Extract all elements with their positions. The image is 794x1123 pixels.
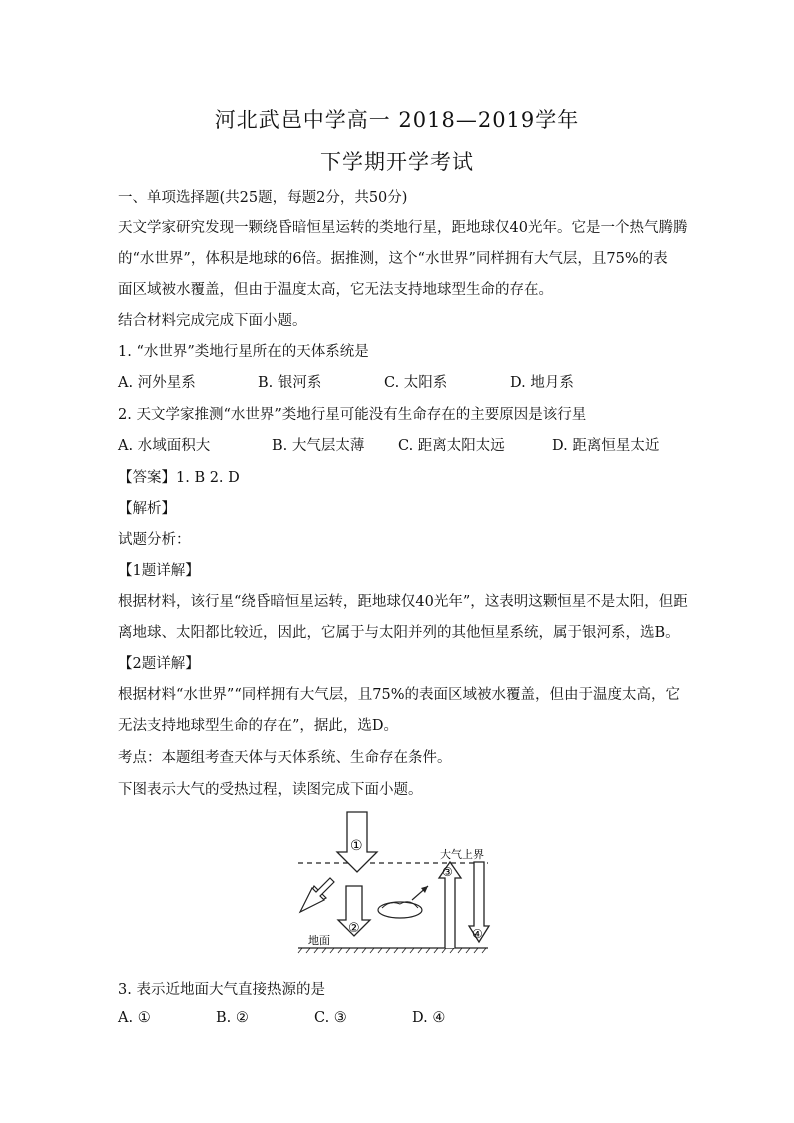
q1-option-a: A. 河外星系 [118,375,196,391]
q3-option-c: C. ③ [314,1010,347,1026]
arrow-1-label: ① [350,838,363,854]
passage-line: 的“水世界”，体积是地球的6倍。据推测，这个“水世界”同样拥有大气层，且75%的表 [118,251,668,267]
detail-1-line: 离地球、太阳都比较近，因此，它属于与太阳并列的其他恒星系统，属于银河系，选B。 [118,625,680,641]
q2-option-b: B. 大气层太薄 [272,438,365,454]
arrow-2-label: ② [348,921,360,936]
detail-1-line: 根据材料，该行星“绕昏暗恒星运转，距地球仅40光年”，这表明这颗恒星不是太阳，但距 [118,594,688,610]
answer-line: 【答案】1. B 2. D [118,470,240,486]
instruction: 下图表示大气的受热过程，读图完成下面小题。 [118,782,423,798]
question-2-stem: 2. 天文学家推测“水世界”类地行星可能没有生命存在的主要原因是该行星 [118,407,587,423]
q1-option-d: D. 地月系 [510,375,574,391]
q3-option-a: A. ① [118,1010,151,1026]
atmosphere-top-label: 大气上界 [440,848,484,861]
section-heading: 一、单项选择题(共25题，每题2分，共50分) [118,190,408,206]
exam-title: 河北武邑中学高一 2018—2019学年 [214,108,580,132]
q1-option-b: B. 银河系 [258,375,322,391]
q2-option-a: A. 水域面积大 [118,438,211,454]
detail-2-line: 根据材料“水世界”“同样拥有大气层，且75%的表面区域被水覆盖，但由于温度太高，它 [118,687,680,703]
q3-option-d: D. ④ [412,1010,446,1026]
q2-option-d: D. 距离恒星太近 [552,438,660,454]
arrow-3-label: ③ [442,865,453,879]
detail-1-tag: 【1题详解】 [118,563,200,579]
q2-option-c: C. 距离太阳太远 [398,438,505,454]
ground-hatching [298,948,486,953]
q3-option-b: B. ② [216,1010,249,1026]
detail-2-tag: 【2题详解】 [118,656,200,672]
reflection-arrow-outline [300,878,334,912]
atmosphere-heating-diagram [290,808,500,958]
detail-2-line: 无法支持地球型生命的存在”，据此，选D。 [118,718,399,734]
analysis-intro: 试题分析： [118,532,191,548]
analysis-tag: 【解析】 [118,501,176,517]
exam-subtitle: 下学期开学考试 [320,150,474,174]
q1-option-c: C. 太阳系 [384,375,448,391]
instruction: 结合材料完成完成下面小题。 [118,313,307,329]
arrow-4-label: ④ [472,927,483,941]
kaodian-note: 考点：本题组考查天体与天体系统、生命存在条件。 [118,750,452,766]
passage-line: 面区域被水覆盖，但由于温度太高，它无法支持地球型生命的存在。 [118,282,553,298]
question-3-stem: 3. 表示近地面大气直接热源的是 [118,982,325,998]
passage-line: 天文学家研究发现一颗绕昏暗恒星运转的类地行星，距地球仅40光年。它是一个热气腾腾 [118,220,688,236]
ground-label: 地面 [308,934,330,947]
question-1-stem: 1. “水世界”类地行星所在的天体系统是 [118,344,369,360]
